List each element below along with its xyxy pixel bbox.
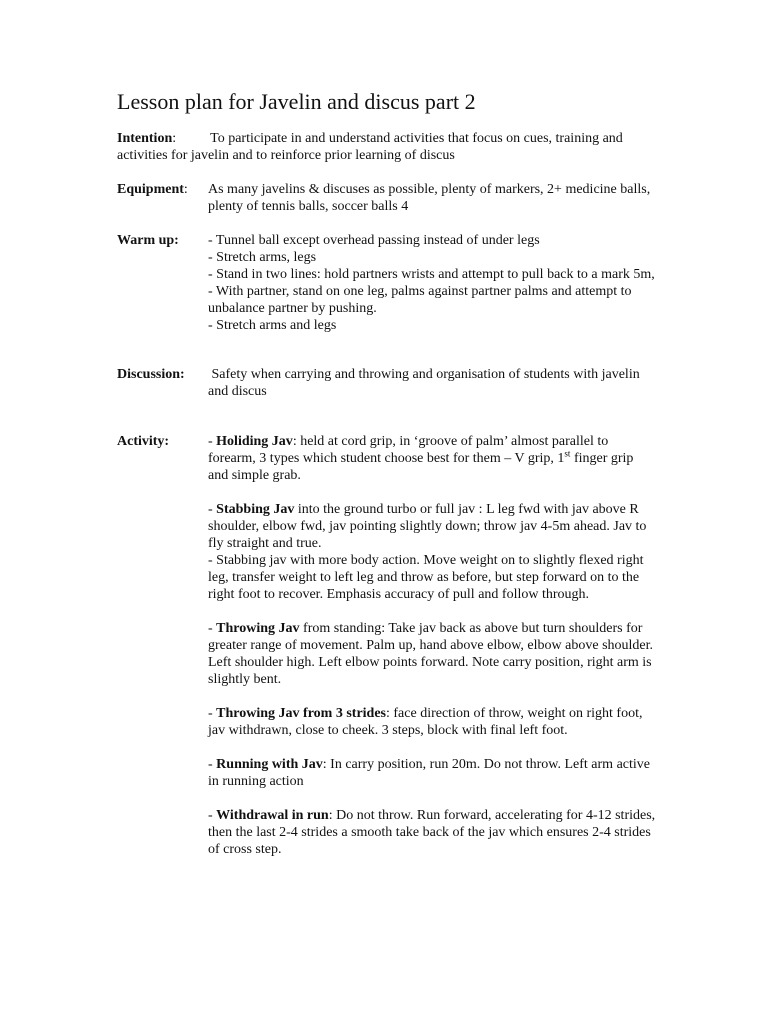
equipment-text: As many javelins & discuses as possible, plenty of markers, 2+ medicine balls, plenty of tennis balls, soccer balls 4 — [208, 182, 651, 214]
activity-list — [208, 433, 657, 858]
stabbing-heading: Stabbing Jav — [216, 502, 295, 517]
holding-sup: st — [564, 448, 571, 459]
activity-section — [117, 433, 657, 875]
activity-stabbing — [208, 501, 657, 603]
equipment-section — [117, 181, 657, 215]
warmup-item: - Stretch arms and legs — [208, 318, 337, 333]
activity-label: Activity: — [117, 434, 170, 449]
activity-withdrawal: - Withdrawal in run: Do not throw. Run forward, accelerating for 4-12 strides, then the last 2-4 strides a smooth take back of the jav which ensures 2-4 strides of cross step. — [208, 808, 656, 857]
withdrawal-heading: Withdrawal in run — [216, 808, 329, 823]
warmup-item: - Tunnel ball except overhead passing instead of under legs — [208, 233, 540, 248]
throwing3-text: : face direction of throw, weight on right foot, jav withdrawn, close to cheek. 3 steps, block with final left foot. — [208, 706, 643, 738]
running-text: : In carry position, run 20m. Do not throw. Left arm active in running action — [208, 757, 650, 789]
activity-throwing-3-strides: - Throwing Jav from 3 strides: face direction of throw, weight on right foot, jav withdrawn, close to cheek. 3 steps, block with final left foot. — [208, 706, 643, 738]
warmup-item: - Stretch arms, legs — [208, 250, 317, 265]
intention-section — [117, 130, 657, 164]
activity-throwing: - Throwing Jav from standing: Take jav back as above but turn shoulders for greater range of movement. Palm up, hand above elbow, elbow above shoulder. Left shoulder high. Left elbow points forward. Note carry position, right arm is slightly bent. — [208, 621, 654, 687]
intention-label: Intention — [117, 131, 173, 146]
withdrawal-text: : Do not throw. Run forward, accelerating for 4-12 strides, then the last 2-4 strides a smooth take back of the jav which ensures 2-4 strides of cross step. — [208, 808, 656, 857]
throwing3-heading: Throwing Jav from 3 strides — [216, 706, 386, 721]
holding-text-a: : held at cord grip, in ‘groove of palm’ almost parallel to forearm, 3 types which student choose best for them – V grip, 1 — [208, 434, 609, 466]
equipment-label-wrap — [117, 181, 209, 198]
intention-text: To participate in and understand activities that focus on cues, training and activities for javelin and to reinforce prior learning of discus — [117, 131, 623, 163]
throwing-text: from standing: Take jav back as above but turn shoulders for greater range of movement. Palm up, hand above elbow, elbow above shoulder. Left shoulder high. Left elbow points forward. Note carry position, right arm is slightly bent. — [208, 621, 654, 687]
warmup-item: - Stand in two lines: hold partners wrists and attempt to pull back to a mark 5m, — [208, 267, 655, 282]
equipment-label-colon: : — [183, 182, 188, 197]
activity-running: - Running with Jav: In carry position, run 20m. Do not throw. Left arm active in running action — [208, 757, 650, 789]
stabbing-para-2: - Stabbing jav with more body action. Move weight on to slightly flexed right leg, transfer weight to left leg and throw as before, but step forward on to the right foot to recover. Emphasis accuracy of pull and follow through. — [208, 553, 644, 602]
intention-label-colon: : — [172, 131, 177, 146]
stabbing-para-1: - Stabbing Jav into the ground turbo or full jav : L leg fwd with jav above R shoulder, elbow fwd, jav pointing slightly down; throw jav 4-5m ahead. Jav to fly straight and true. — [208, 502, 647, 551]
stabbing-text: into the ground turbo or full jav : L leg fwd with jav above R shoulder, elbow fwd, jav pointing slightly down; throw jav 4-5m ahead. Jav to fly straight and true. — [208, 502, 647, 551]
throwing-heading: Throwing Jav — [216, 621, 300, 636]
discussion-section — [117, 366, 657, 400]
warmup-label: Warm up: — [117, 233, 179, 248]
running-heading: Running with Jav — [216, 757, 323, 772]
warmup-list — [208, 232, 657, 334]
discussion-body: Safety when carrying and throwing and organisation of students with javelin and discus — [208, 367, 640, 399]
equipment-label: Equipment — [117, 182, 184, 197]
discussion-label: Discussion: — [117, 367, 185, 382]
holding-heading: Holiding Jav — [216, 434, 293, 449]
holding-text-b: finger grip and simple grab. — [208, 451, 634, 483]
warmup-item: - With partner, stand on one leg, palms against partner palms and attempt to unbalance partner by pushing. — [208, 284, 632, 316]
page-title: Lesson plan for Javelin and discus part 2 — [117, 89, 476, 114]
activity-holding: - Holiding Jav: held at cord grip, in ‘groove of palm’ almost parallel to forearm, 3 types which student choose best for them – V grip, 1st finger grip and simple grab. — [208, 434, 634, 483]
warmup-section — [117, 232, 657, 334]
discussion-text — [208, 366, 657, 400]
